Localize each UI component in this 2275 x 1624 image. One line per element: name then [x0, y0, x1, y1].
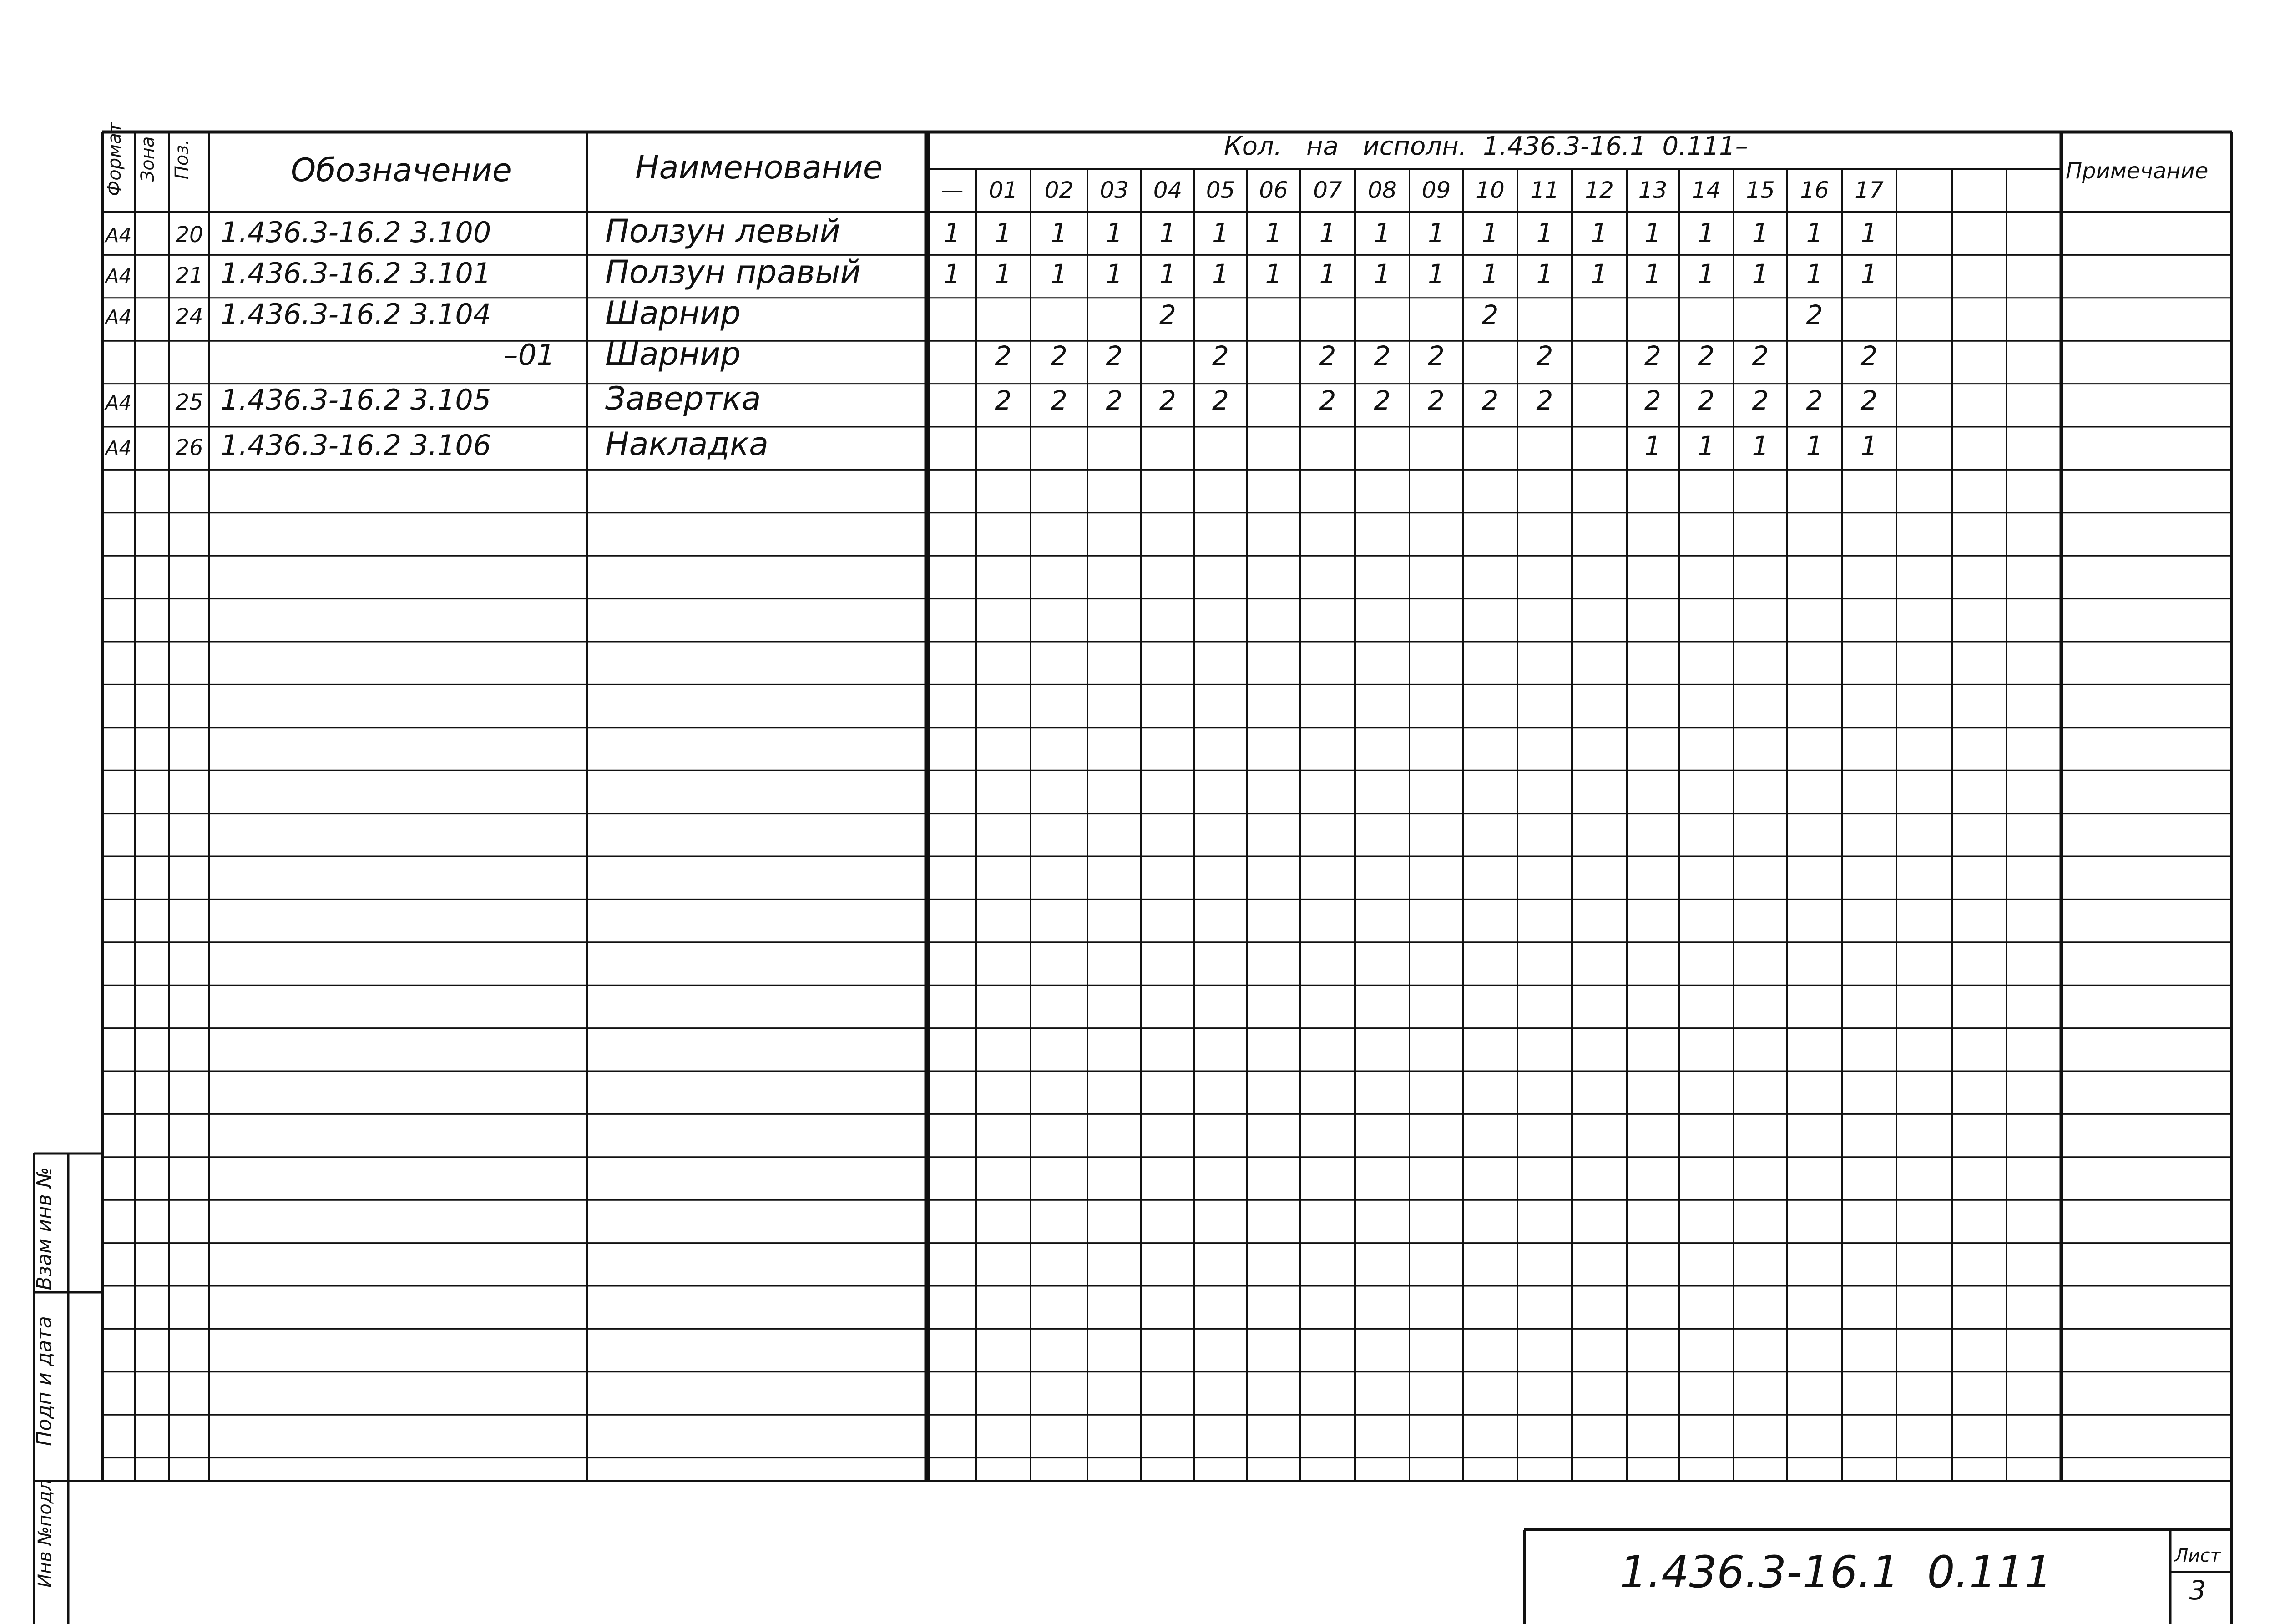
cell-qty: 1: [1106, 258, 1123, 289]
cell-qty: 2: [1106, 385, 1123, 416]
variant-header: 02: [1044, 177, 1074, 203]
cell-qty: 2: [1319, 340, 1336, 371]
cell-qty: 1: [1481, 258, 1499, 289]
cell-qty: 2: [1159, 385, 1176, 416]
cell-qty: 2: [1698, 385, 1715, 416]
cell-qty: 1: [1212, 218, 1229, 248]
cell-name: Накладка: [605, 425, 769, 463]
variant-header: 17: [1855, 177, 1884, 203]
cell-qty: 1: [1644, 218, 1661, 248]
cell-qty: 1: [1374, 218, 1391, 248]
variant-header: 04: [1153, 177, 1183, 203]
cell-qty: 1: [1106, 218, 1123, 248]
cell-qty: 1: [1644, 430, 1661, 461]
cell-format: А4: [105, 437, 132, 460]
cell-qty: 1: [1860, 218, 1878, 248]
cell-qty: 2: [1860, 340, 1878, 371]
stamp-inv-replace: Взам инв №: [33, 1167, 56, 1290]
table-grid: [34, 132, 2232, 1624]
cell-qty: 1: [944, 218, 961, 248]
cell-qty: 1: [1481, 218, 1499, 248]
cell-qty: 1: [1698, 430, 1715, 461]
stamp-inv-original: Инв №подл: [35, 1479, 56, 1588]
cell-qty: 2: [1374, 340, 1391, 371]
cell-qty: 2: [1644, 340, 1661, 371]
cell-qty: 1: [1806, 258, 1823, 289]
cell-qty: 1: [1752, 430, 1769, 461]
cell-qty: 1: [1536, 218, 1553, 248]
cell-qty: 2: [1481, 299, 1499, 330]
cell-position: 21: [175, 263, 203, 288]
cell-qty: 2: [1752, 340, 1769, 371]
header-format: Формат: [104, 122, 125, 197]
variant-header: 06: [1259, 177, 1288, 203]
header-designation: Обозначение: [291, 152, 512, 189]
cell-name: Ползун левый: [605, 212, 840, 250]
variant-header: 13: [1638, 177, 1668, 203]
cell-qty: 2: [1051, 385, 1067, 416]
cell-format: А4: [105, 391, 132, 415]
cell-position: 25: [175, 390, 203, 415]
cell-qty: 1: [1806, 218, 1823, 248]
cell-qty: 1: [1319, 218, 1336, 248]
cell-qty: 2: [995, 340, 1012, 371]
variant-header: 01: [989, 177, 1018, 203]
cell-qty: 1: [1860, 430, 1878, 461]
title-doc-number: 1.436.3-16.1 0.111: [1619, 1547, 2053, 1598]
cell-qty: 1: [995, 218, 1012, 248]
cell-qty: 1: [944, 258, 961, 289]
cell-qty: 1: [1319, 258, 1336, 289]
title-sheet-number: 3: [2189, 1575, 2206, 1606]
cell-qty: 1: [995, 258, 1012, 289]
cell-qty: 1: [1159, 258, 1176, 289]
cell-qty: 2: [1051, 340, 1067, 371]
cell-name: Ползун правый: [605, 253, 861, 291]
cell-qty: 1: [1159, 218, 1176, 248]
cell-qty: 2: [1644, 385, 1661, 416]
cell-qty: 2: [1428, 340, 1445, 371]
cell-qty: 1: [1752, 218, 1769, 248]
cell-qty: 2: [1428, 385, 1445, 416]
cell-designation: –01: [503, 339, 555, 372]
cell-designation: 1.436.3-16.2 3.104: [221, 298, 491, 331]
cell-qty: 1: [1752, 258, 1769, 289]
variant-header: 11: [1530, 177, 1559, 203]
cell-qty: 1: [1265, 258, 1282, 289]
cell-qty: 1: [1428, 258, 1445, 289]
variant-header: 16: [1800, 177, 1829, 203]
cell-format: А4: [105, 224, 132, 247]
cell-qty: 2: [995, 385, 1012, 416]
cell-format: А4: [105, 265, 132, 288]
variant-header: 07: [1313, 177, 1342, 203]
stamp-sign-date: Подп и дата: [33, 1316, 56, 1446]
cell-qty: 1: [1051, 258, 1067, 289]
cell-qty: 1: [1591, 218, 1608, 248]
cell-qty: 1: [1265, 218, 1282, 248]
header-position: Поз.: [172, 139, 192, 180]
cell-format: А4: [105, 306, 132, 329]
cell-qty: 2: [1212, 385, 1229, 416]
variant-header: 03: [1100, 177, 1129, 203]
cell-qty: 1: [1698, 258, 1715, 289]
cell-qty: 2: [1319, 385, 1336, 416]
header-qty-title: Кол. на исполн. 1.436.3-16.1 0.111–: [1224, 132, 1748, 161]
cell-position: 20: [175, 222, 203, 248]
cell-name: Завертка: [605, 380, 761, 417]
header-zone: Зона: [137, 136, 158, 182]
cell-qty: 2: [1374, 385, 1391, 416]
cell-qty: 1: [1860, 258, 1878, 289]
cell-qty: 1: [1374, 258, 1391, 289]
header-note: Примечание: [2066, 158, 2209, 184]
variant-header: 12: [1585, 177, 1614, 203]
cell-qty: 1: [1806, 430, 1823, 461]
cell-position: 24: [175, 304, 203, 329]
variant-header: —: [940, 177, 964, 203]
cell-qty: 1: [1644, 258, 1661, 289]
title-sheet-label: Лист: [2174, 1545, 2221, 1566]
cell-qty: 2: [1536, 385, 1553, 416]
cell-qty: 1: [1698, 218, 1715, 248]
cell-qty: 2: [1752, 385, 1769, 416]
variant-header: 08: [1368, 177, 1397, 203]
cell-qty: 2: [1806, 299, 1823, 330]
cell-qty: 2: [1212, 340, 1229, 371]
cell-qty: 2: [1159, 299, 1176, 330]
cell-qty: 2: [1806, 385, 1823, 416]
cell-designation: 1.436.3-16.2 3.101: [221, 257, 491, 290]
cell-designation: 1.436.3-16.2 3.100: [221, 216, 491, 249]
cell-designation: 1.436.3-16.2 3.105: [221, 383, 491, 416]
cell-qty: 1: [1591, 258, 1608, 289]
variant-header: 10: [1476, 177, 1505, 203]
cell-qty: 1: [1051, 218, 1067, 248]
header-name: Наименование: [635, 149, 883, 186]
cell-name: Шарнир: [605, 294, 741, 332]
cell-name: Шарнир: [605, 335, 741, 373]
cell-qty: 2: [1536, 340, 1553, 371]
variant-header: 14: [1692, 177, 1721, 203]
cell-qty: 2: [1481, 385, 1499, 416]
cell-qty: 2: [1106, 340, 1123, 371]
cell-qty: 1: [1212, 258, 1229, 289]
table-rows: [104, 212, 1877, 463]
cell-qty: 1: [1428, 218, 1445, 248]
cell-designation: 1.436.3-16.2 3.106: [221, 429, 491, 462]
variant-header: 15: [1746, 177, 1775, 203]
variant-header: 09: [1421, 177, 1451, 203]
cell-qty: 2: [1698, 340, 1715, 371]
cell-position: 26: [175, 435, 203, 460]
cell-qty: 1: [1536, 258, 1553, 289]
variant-header: 05: [1206, 177, 1235, 203]
variant-column-headers: [941, 177, 1884, 203]
cell-qty: 2: [1860, 385, 1878, 416]
